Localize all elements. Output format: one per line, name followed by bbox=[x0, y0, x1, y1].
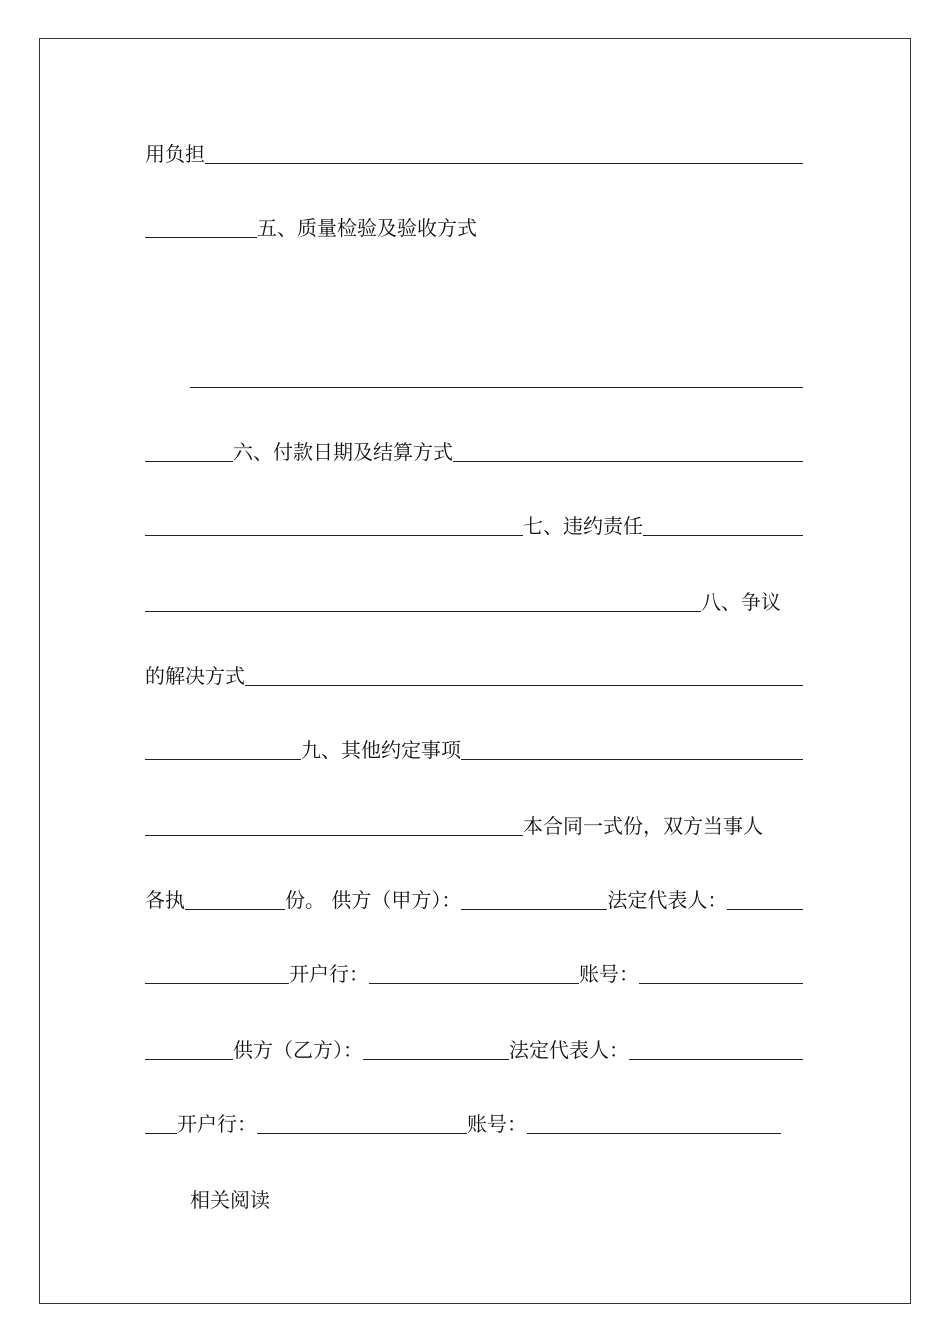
text-segment: 开户行： bbox=[177, 1112, 257, 1136]
fill-blank bbox=[205, 141, 803, 164]
text-line bbox=[145, 882, 803, 912]
fill-blank bbox=[369, 961, 579, 984]
related-reading-heading bbox=[190, 1182, 490, 1212]
fill-blank bbox=[453, 439, 803, 462]
text-line bbox=[145, 1106, 781, 1136]
text-line bbox=[190, 360, 803, 390]
fill-blank bbox=[727, 887, 803, 910]
fill-blank bbox=[145, 1111, 177, 1134]
fill-blank bbox=[145, 513, 523, 536]
text-line bbox=[145, 732, 803, 762]
fill-blank bbox=[629, 1037, 803, 1060]
fill-blank bbox=[639, 961, 803, 984]
text-segment: 相关阅读 bbox=[190, 1188, 270, 1212]
section-heading: 九、其他约定事项 bbox=[301, 738, 461, 762]
section-heading: 八、争议 bbox=[701, 590, 781, 614]
text-segment: 账号： bbox=[467, 1112, 527, 1136]
fill-blank bbox=[245, 663, 803, 686]
text-line bbox=[145, 1032, 803, 1062]
section-heading: 七、违约责任 bbox=[523, 514, 643, 538]
fill-blank bbox=[257, 1111, 467, 1134]
fill-blank bbox=[527, 1111, 781, 1134]
text-segment: 供方（乙方）： bbox=[233, 1038, 363, 1062]
text-segment: 本合同一式份，双方当事人 bbox=[523, 814, 763, 838]
fill-blank bbox=[190, 365, 803, 388]
fill-blank bbox=[145, 961, 289, 984]
fill-blank bbox=[185, 887, 285, 910]
text-segment: 用负担 bbox=[145, 142, 205, 166]
fill-blank bbox=[145, 215, 257, 238]
text-segment: 账号： bbox=[579, 962, 639, 986]
text-line bbox=[145, 434, 803, 464]
fill-blank bbox=[145, 737, 301, 760]
text-segment: 法定代表人： bbox=[509, 1038, 629, 1062]
text-segment: 法定代表人： bbox=[607, 888, 728, 912]
text-segment: 份。 供方（甲方）： bbox=[285, 888, 462, 912]
text-segment: 各执 bbox=[145, 888, 185, 912]
text-line bbox=[145, 136, 803, 166]
text-line bbox=[145, 956, 803, 986]
fill-blank bbox=[461, 887, 607, 910]
text-line bbox=[145, 584, 803, 614]
fill-blank bbox=[145, 439, 233, 462]
text-line bbox=[145, 658, 803, 688]
section-heading: 五、质量检验及验收方式 bbox=[257, 216, 477, 240]
section-heading: 六、付款日期及结算方式 bbox=[233, 440, 453, 464]
text-line bbox=[145, 508, 803, 538]
fill-blank bbox=[643, 513, 803, 536]
fill-blank bbox=[145, 1037, 233, 1060]
text-segment: 开户行： bbox=[289, 962, 369, 986]
fill-blank bbox=[145, 813, 523, 836]
text-line bbox=[145, 808, 803, 838]
fill-blank bbox=[363, 1037, 509, 1060]
text-line bbox=[145, 210, 803, 240]
text-segment: 的解决方式 bbox=[145, 664, 245, 688]
fill-blank bbox=[461, 737, 803, 760]
fill-blank bbox=[145, 589, 701, 612]
